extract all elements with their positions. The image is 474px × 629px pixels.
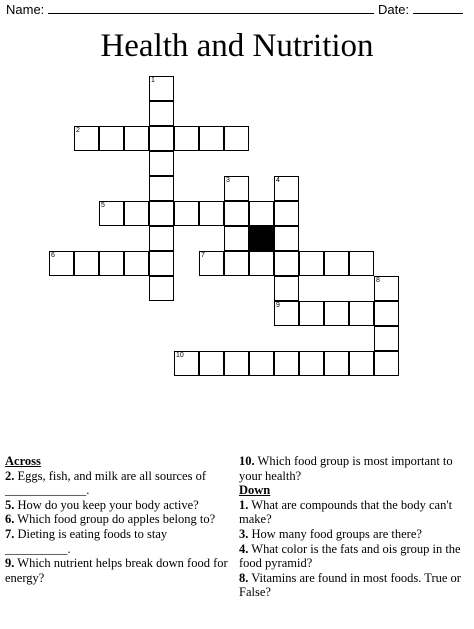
clue-across-10 <box>239 454 467 483</box>
crossword-cell[interactable] <box>199 126 224 151</box>
clue-text: Which food group is most important to your health? <box>239 454 453 483</box>
clue-number: 2. <box>5 468 15 483</box>
clue-number: 3 <box>226 177 230 184</box>
clues-left-column <box>5 454 230 585</box>
crossword-cell[interactable] <box>274 226 299 251</box>
clue-text: How do you keep your body active? <box>17 497 199 512</box>
crossword-cell[interactable] <box>199 201 224 226</box>
crossword-cell[interactable] <box>324 301 349 326</box>
crossword-cell[interactable] <box>324 251 349 276</box>
crossword-cell[interactable] <box>299 351 324 376</box>
crossword-cell[interactable] <box>99 251 124 276</box>
clue-text: Which food group do apples belong to? <box>17 512 216 527</box>
clue-text: Which nutrient helps break down food for energy? <box>5 556 228 585</box>
crossword-cell[interactable] <box>149 151 174 176</box>
crossword-cell[interactable] <box>74 251 99 276</box>
clue-number: 2 <box>76 127 80 134</box>
crossword-cell[interactable] <box>149 176 174 201</box>
clue-across-7 <box>5 527 230 556</box>
page-title: Health and Nutrition <box>100 28 374 64</box>
crossword-cell[interactable] <box>349 251 374 276</box>
crossword-cell[interactable] <box>374 326 399 351</box>
crossword-cell[interactable] <box>274 301 299 326</box>
crossword-cell[interactable] <box>374 351 399 376</box>
clue-down-4 <box>239 542 467 571</box>
crossword-cell[interactable] <box>174 351 199 376</box>
clue-number: 3. <box>239 526 249 541</box>
clue-number: 8. <box>239 570 249 585</box>
clue-number: 4. <box>239 541 249 556</box>
crossword-cell[interactable] <box>299 251 324 276</box>
crossword-cell[interactable] <box>224 226 249 251</box>
crossword-cell[interactable] <box>199 351 224 376</box>
crossword-cell[interactable] <box>74 126 99 151</box>
crossword-cell[interactable] <box>149 126 174 151</box>
clue-text: What color is the fats and ois group in the food pyramid? <box>239 541 461 571</box>
name-label: Name: <box>6 2 45 17</box>
crossword-cell[interactable] <box>299 301 324 326</box>
clue-number: 10. <box>239 454 255 468</box>
crossword-cell[interactable] <box>124 126 149 151</box>
clue-text: What are compounds that the body can't make? <box>239 497 453 527</box>
date-label: Date: <box>378 2 410 17</box>
crossword-cell[interactable] <box>274 201 299 226</box>
clue-across-9 <box>5 556 230 585</box>
clue-text: Dieting is eating foods to stay __________. <box>5 526 168 556</box>
clue-number: 5. <box>5 497 15 512</box>
clue-across-6 <box>5 512 230 527</box>
crossword-cell[interactable] <box>274 351 299 376</box>
crossword-cell[interactable] <box>349 301 374 326</box>
clue-across-2 <box>5 469 230 498</box>
clues-right-column <box>239 454 467 600</box>
crossword-cell[interactable] <box>149 201 174 226</box>
crossword-cell[interactable] <box>224 176 249 201</box>
clue-down-8 <box>239 571 467 600</box>
crossword-cell[interactable] <box>249 351 274 376</box>
crossword-cell[interactable] <box>149 101 174 126</box>
clue-number: 1. <box>239 497 249 512</box>
crossword-cell[interactable] <box>224 126 249 151</box>
clue-number: 6. <box>5 512 15 527</box>
crossword-cell[interactable] <box>224 251 249 276</box>
clue-number: 10 <box>176 352 184 359</box>
crossword-cell[interactable] <box>124 251 149 276</box>
crossword-cell[interactable] <box>174 126 199 151</box>
crossword-cell[interactable] <box>374 276 399 301</box>
crossword-cell[interactable] <box>174 201 199 226</box>
clue-down-1 <box>239 498 467 527</box>
clue-number: 4 <box>276 177 280 184</box>
crossword-cell[interactable] <box>149 226 174 251</box>
clue-text: Vitamins are found in most foods. True or False? <box>239 570 461 600</box>
crossword-cell[interactable] <box>99 201 124 226</box>
clue-across-5 <box>5 498 230 513</box>
crossword-cell[interactable] <box>99 126 124 151</box>
crossword-cell[interactable] <box>249 251 274 276</box>
clue-number: 7. <box>5 526 15 541</box>
crossword-cell[interactable] <box>249 201 274 226</box>
clue-number: 9. <box>5 556 15 571</box>
crossword-cell[interactable] <box>349 351 374 376</box>
crossword-cell[interactable] <box>124 201 149 226</box>
clue-text: How many food groups are there? <box>251 526 422 541</box>
down-heading: Down <box>239 483 271 498</box>
clue-number: 1 <box>151 77 155 84</box>
crossword-cell[interactable] <box>274 251 299 276</box>
clue-number: 7 <box>201 252 205 259</box>
clue-down-3 <box>239 527 467 542</box>
clue-number: 6 <box>51 252 55 259</box>
clue-text: Eggs, fish, and milk are all sources of _____________. <box>5 468 206 498</box>
crossword-cell[interactable] <box>274 276 299 301</box>
crossword-cell[interactable] <box>149 276 174 301</box>
crossword-cell[interactable] <box>324 351 349 376</box>
crossword-cell[interactable] <box>224 351 249 376</box>
crossword-cell[interactable] <box>199 251 224 276</box>
crossword-cell[interactable] <box>149 251 174 276</box>
crossword-cell[interactable] <box>49 251 74 276</box>
crossword-cell[interactable] <box>224 201 249 226</box>
clue-number: 8 <box>376 277 380 284</box>
crossword-cell[interactable] <box>274 176 299 201</box>
blocked-cell <box>249 226 274 251</box>
clue-number: 5 <box>101 202 105 209</box>
clue-number: 9 <box>276 302 280 309</box>
crossword-cell[interactable] <box>374 301 399 326</box>
across-heading: Across <box>5 454 41 468</box>
crossword-cell[interactable] <box>149 76 174 101</box>
